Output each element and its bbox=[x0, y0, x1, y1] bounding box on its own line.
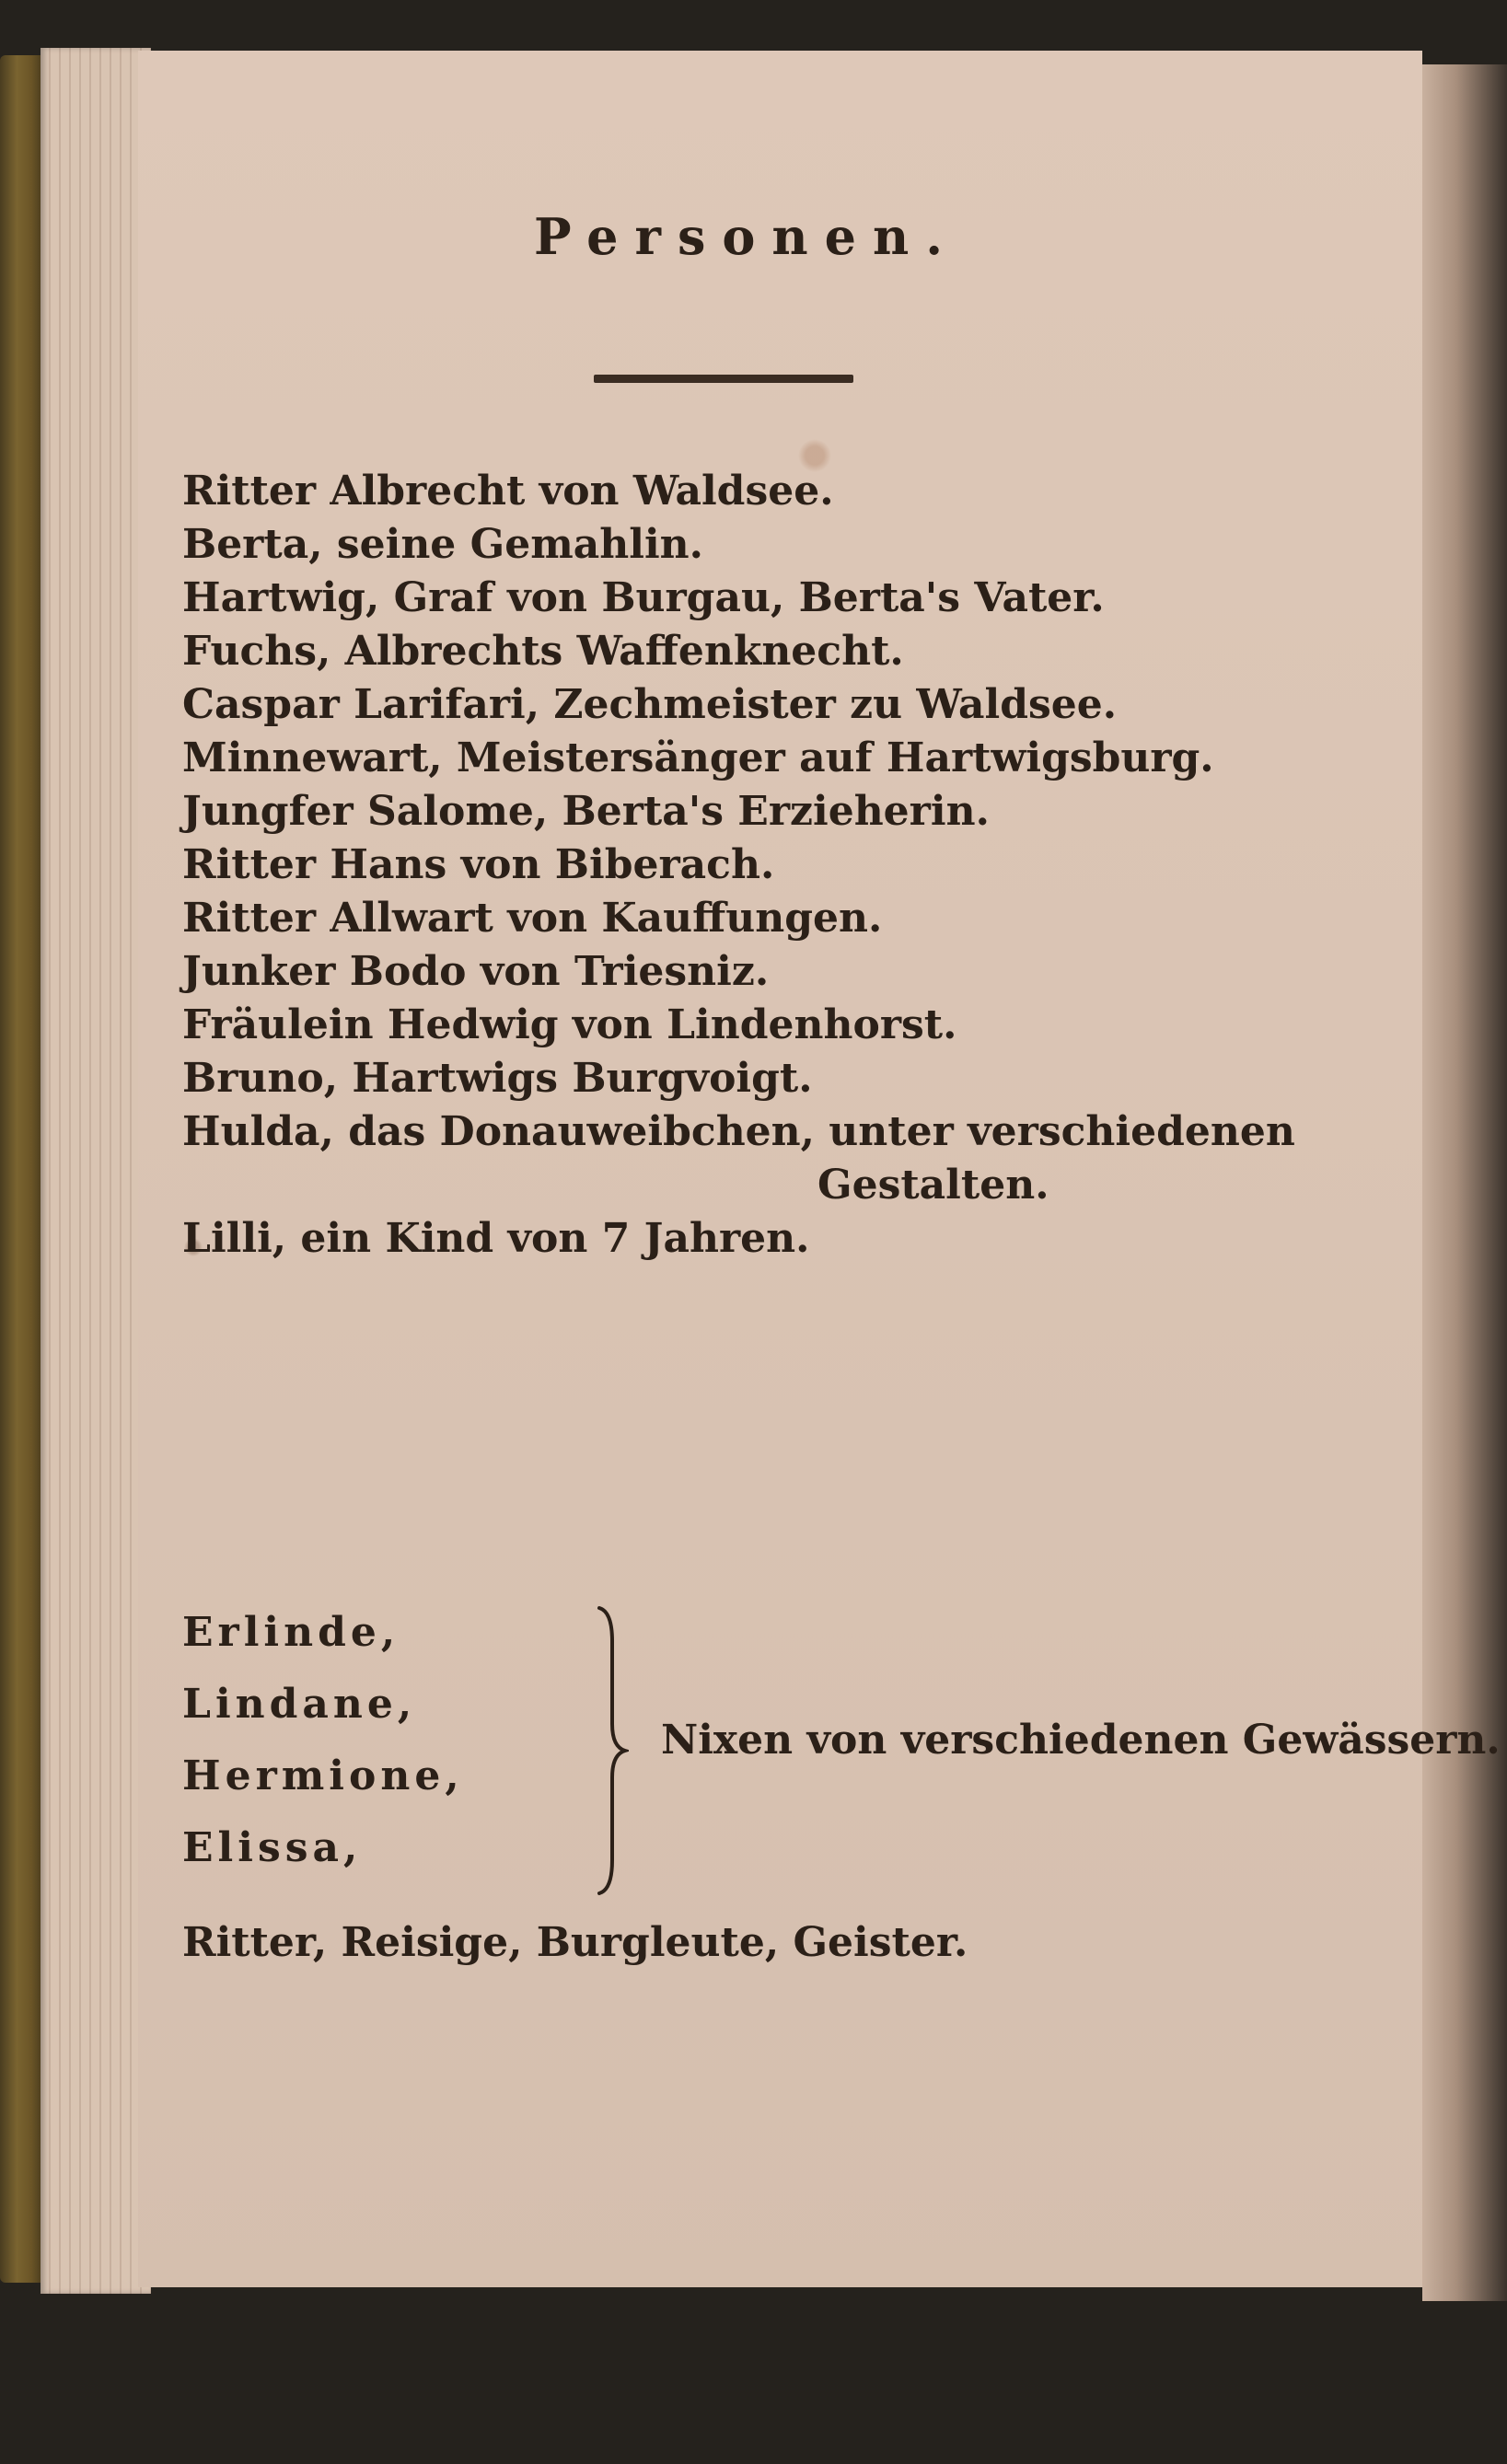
cast-entry: Hulda, das Donauweibchen, unter verschiedenen bbox=[182, 1108, 1295, 1155]
nixen-description: Nixen von verschiedenen Gewässern. bbox=[661, 1717, 1501, 1764]
cast-entry: Lilli, ein Kind von 7 Jahren. bbox=[182, 1215, 810, 1262]
cast-entry: Ritter Albrecht von Waldsee. bbox=[182, 468, 834, 515]
extras-line: Ritter, Reisige, Burgleute, Geister. bbox=[182, 1919, 968, 1966]
cast-list bbox=[182, 465, 1416, 1266]
nixe-name: Hermione, bbox=[182, 1753, 464, 1799]
page-edges bbox=[41, 48, 151, 2294]
cast-entry: Caspar Larifari, Zechmeister zu Waldsee. bbox=[182, 681, 1118, 728]
title-rule bbox=[594, 375, 853, 383]
nixe-name: Lindane, bbox=[182, 1681, 417, 1728]
cast-entry: Hartwig, Graf von Burgau, Berta's Vater. bbox=[182, 574, 1105, 621]
cast-entry: Ritter Allwart von Kauffungen. bbox=[182, 895, 883, 942]
cast-entry: Minnewart, Meistersänger auf Hartwigsburg. bbox=[182, 735, 1214, 781]
cast-entry: Berta, seine Gemahlin. bbox=[182, 521, 703, 568]
book-gutter bbox=[1422, 64, 1507, 2301]
nixen-names bbox=[182, 1597, 464, 1884]
cast-entry: Fuchs, Albrechts Waffenknecht. bbox=[182, 628, 904, 675]
page-title: Personen. bbox=[534, 207, 960, 266]
cast-entry: Junker Bodo von Triesniz. bbox=[182, 948, 770, 995]
curly-brace bbox=[592, 1604, 629, 1897]
cast-entry: Bruno, Hartwigs Burgvoigt. bbox=[182, 1055, 813, 1102]
cast-entry: Fräulein Hedwig von Lindenhorst. bbox=[182, 1001, 957, 1048]
cast-entry: Ritter Hans von Biberach. bbox=[182, 841, 775, 888]
nixe-name: Elissa, bbox=[182, 1824, 363, 1871]
cast-entry-continuation: Gestalten. bbox=[817, 1162, 1049, 1209]
nixen-group bbox=[182, 1597, 1501, 1910]
nixe-name: Erlinde, bbox=[182, 1609, 400, 1656]
cast-entry: Jungfer Salome, Berta's Erzieherin. bbox=[182, 788, 990, 835]
